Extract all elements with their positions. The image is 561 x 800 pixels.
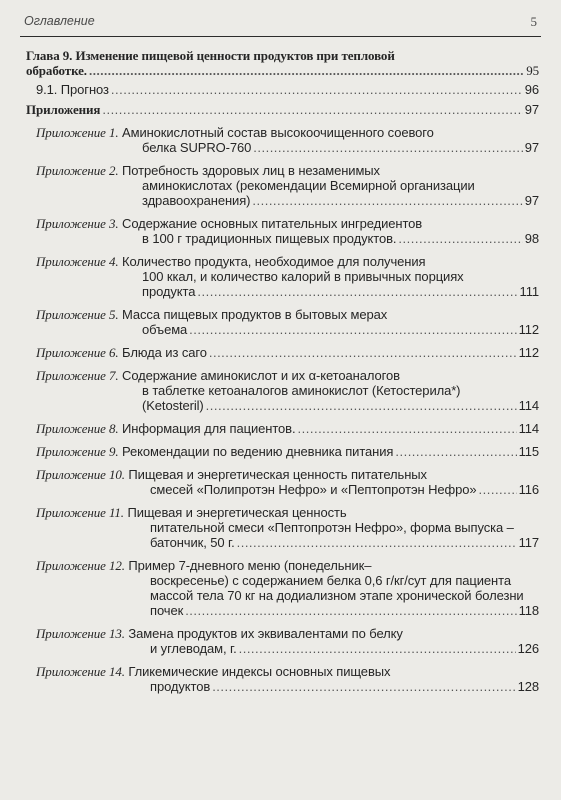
toc-text-line: и углеводам, г. bbox=[150, 641, 237, 656]
toc-appendix-9[interactable] bbox=[26, 444, 539, 459]
toc-text-line: в таблетке кетоаналогов аминокислот (Кетостерила*) bbox=[142, 383, 461, 398]
leader-dots bbox=[479, 482, 517, 497]
appendix-label: Приложение 5. bbox=[36, 307, 119, 322]
toc-text-line: Блюда из саго bbox=[122, 345, 207, 360]
appendix-label: Приложение 12. bbox=[36, 558, 125, 573]
toc-page-number: 118 bbox=[518, 603, 539, 618]
toc-text-line: Аминокислотный состав высокоочищенного соевого bbox=[122, 125, 434, 140]
appendix-label: Приложение 10. bbox=[36, 467, 125, 482]
toc-text-line: 9.1. Прогноз bbox=[36, 82, 109, 97]
toc-text-line: Глава 9. Изменение пищевой ценности продуктов при тепловой bbox=[26, 48, 395, 63]
toc-appendix-2[interactable] bbox=[26, 163, 539, 208]
toc-appendix-7[interactable] bbox=[26, 368, 539, 413]
appendix-label: Приложение 6. bbox=[36, 345, 119, 360]
leader-dots bbox=[209, 345, 517, 360]
toc-appendix-11[interactable] bbox=[26, 505, 539, 550]
leader-dots bbox=[239, 641, 516, 656]
header-page-number: 5 bbox=[530, 14, 537, 29]
leader-dots bbox=[237, 535, 517, 550]
toc-text-line: 100 ккал, и количество калорий в привычных порциях bbox=[142, 269, 464, 284]
toc-page-number: 117 bbox=[518, 535, 539, 550]
toc-text-line: Рекомендации по ведению дневника питания bbox=[122, 444, 394, 459]
toc-text-line: Содержание основных питательных ингредиентов bbox=[122, 216, 423, 231]
appendix-label: Приложение 14. bbox=[36, 664, 125, 679]
toc-section-9-1[interactable] bbox=[26, 82, 539, 97]
toc-page-number: 128 bbox=[517, 679, 539, 694]
toc-text-line: продуктов bbox=[150, 679, 211, 694]
appendix-label: Приложение 8. bbox=[36, 421, 119, 436]
toc-appendix-5[interactable] bbox=[26, 307, 539, 337]
toc-page-number: 111 bbox=[519, 284, 539, 299]
leader-dots bbox=[206, 398, 517, 413]
toc-page-number: 114 bbox=[518, 398, 539, 413]
toc-text-line: продукта bbox=[142, 284, 196, 299]
toc-text-line: Гликемические индексы основных пищевых bbox=[128, 664, 391, 679]
toc-chapter-9[interactable] bbox=[26, 48, 539, 78]
toc-appendix-13[interactable] bbox=[26, 626, 539, 656]
leader-dots bbox=[189, 322, 516, 337]
header-rule bbox=[20, 36, 541, 37]
toc-appendices[interactable] bbox=[26, 102, 539, 117]
toc-page-number: 114 bbox=[518, 421, 539, 436]
appendix-label: Приложение 13. bbox=[36, 626, 125, 641]
toc-text-line: в 100 г традиционных пищевых продуктов. bbox=[142, 231, 397, 246]
leader-dots bbox=[298, 421, 517, 436]
appendix-label: Приложение 4. bbox=[36, 254, 119, 269]
appendix-label: Приложение 11. bbox=[36, 505, 124, 520]
toc-appendix-4[interactable] bbox=[26, 254, 539, 299]
toc-text-line: Пищевая и энергетическая ценность bbox=[127, 505, 347, 520]
toc-appendix-14[interactable] bbox=[26, 664, 539, 694]
toc-text-line: батончик, 50 г. bbox=[150, 535, 235, 550]
appendix-label: Приложение 7. bbox=[36, 368, 119, 383]
appendix-label: Приложение 2. bbox=[36, 163, 119, 178]
toc-appendix-8[interactable] bbox=[26, 421, 539, 436]
toc-text-line: массой тела 70 кг на додиализном этапе хронической болезни bbox=[150, 588, 524, 603]
toc-page-number: 126 bbox=[517, 641, 539, 656]
toc-appendix-12[interactable] bbox=[26, 558, 539, 618]
toc-text-line: обработке. bbox=[26, 63, 87, 78]
toc-page-number: 112 bbox=[518, 345, 539, 360]
table-of-contents bbox=[26, 48, 539, 694]
toc-page-number: 116 bbox=[518, 482, 539, 497]
toc-text-line: Содержание аминокислот и их α-кетоаналогов bbox=[122, 368, 400, 383]
appendix-label: Приложение 1. bbox=[36, 125, 119, 140]
toc-page-number: 98 bbox=[524, 231, 539, 246]
toc-text-line: белка SUPRO-760 bbox=[142, 140, 252, 155]
toc-appendix-10[interactable] bbox=[26, 467, 539, 497]
toc-page-number: 97 bbox=[524, 102, 539, 117]
header-title: Оглавление bbox=[24, 14, 95, 28]
toc-text-line: Количество продукта, необходимое для получения bbox=[122, 254, 426, 269]
toc-text-line: объема bbox=[142, 322, 188, 337]
toc-text-line: Масса пищевых продуктов в бытовых мерах bbox=[122, 307, 388, 322]
toc-text-line: Приложения bbox=[26, 102, 101, 117]
toc-page-number: 95 bbox=[526, 63, 539, 78]
toc-text-line: Замена продуктов их эквивалентами по белку bbox=[128, 626, 403, 641]
leader-dots bbox=[185, 603, 516, 618]
toc-text-line: Пищевая и энергетическая ценность питательных bbox=[128, 467, 427, 482]
leader-dots bbox=[252, 193, 522, 208]
toc-text-line: Информация для пациентов. bbox=[122, 421, 296, 436]
toc-appendix-3[interactable] bbox=[26, 216, 539, 246]
toc-text-line: смесей «Полипротэн Нефро» и «Пептопротэн Нефро» bbox=[150, 482, 477, 497]
toc-text-line: почек bbox=[150, 603, 184, 618]
leader-dots bbox=[89, 63, 524, 78]
toc-text-line: питательной смеси «Пептопротэн Нефро», форма выпуска – bbox=[150, 520, 514, 535]
appendix-label: Приложение 9. bbox=[36, 444, 119, 459]
running-header bbox=[24, 14, 537, 34]
toc-page-number: 97 bbox=[524, 140, 539, 155]
leader-dots bbox=[212, 679, 515, 694]
toc-text-line: воскресенье) с содержанием белка 0,6 г/кг/сут для пациента bbox=[150, 573, 511, 588]
toc-page-number: 115 bbox=[518, 444, 539, 459]
appendix-label: Приложение 3. bbox=[36, 216, 119, 231]
toc-text-line: Потребность здоровых лиц в незаменимых bbox=[122, 163, 380, 178]
leader-dots bbox=[197, 284, 517, 299]
toc-text-line: (Ketosteril) bbox=[142, 398, 204, 413]
toc-page-number: 96 bbox=[524, 82, 539, 97]
toc-text-line: аминокислотах (рекомендации Всемирной организации bbox=[142, 178, 475, 193]
toc-text-line: Пример 7-дневного меню (понедельник– bbox=[128, 558, 372, 573]
toc-page-number: 112 bbox=[518, 322, 539, 337]
toc-page-number: 97 bbox=[524, 193, 539, 208]
toc-text-line: здравоохранения) bbox=[142, 193, 251, 208]
toc-appendix-1[interactable] bbox=[26, 125, 539, 155]
leader-dots bbox=[102, 102, 522, 117]
leader-dots bbox=[111, 82, 523, 97]
leader-dots bbox=[253, 140, 522, 155]
toc-appendix-6[interactable] bbox=[26, 345, 539, 360]
leader-dots bbox=[395, 444, 516, 459]
leader-dots bbox=[398, 231, 522, 246]
